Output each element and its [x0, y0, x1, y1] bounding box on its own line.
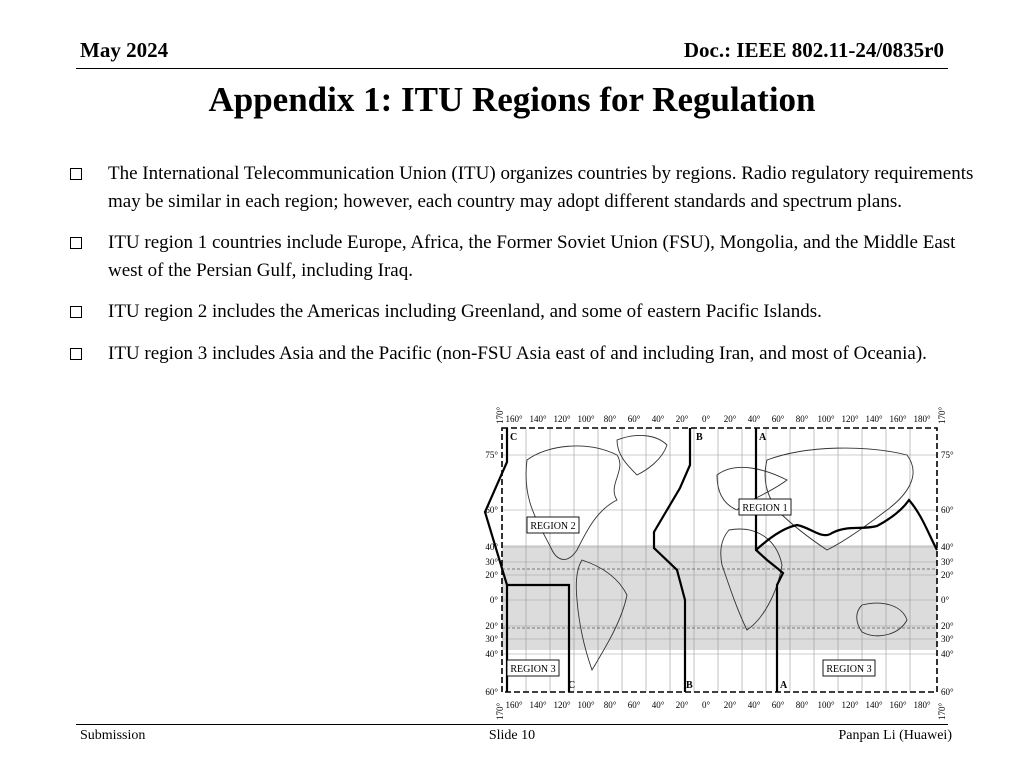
left-latitude-label: 20° — [485, 621, 498, 631]
top-longitude-label: 180° — [913, 414, 931, 424]
top-longitude-label: 120° — [841, 414, 859, 424]
corner-label-top-left: 170° — [495, 406, 505, 424]
letter-a-bottom: A — [780, 680, 788, 691]
bottom-longitude-label: 180° — [913, 700, 931, 710]
letter-c-top: C — [510, 432, 518, 443]
right-latitude-label: 40° — [941, 542, 954, 552]
top-longitude-label: 80° — [603, 414, 617, 424]
top-longitude-label: 160° — [505, 414, 523, 424]
top-longitude-label: 100° — [817, 414, 835, 424]
checkbox-bullet-icon — [70, 237, 82, 249]
checkbox-bullet-icon — [70, 348, 82, 360]
bottom-longitude-label: 60° — [627, 700, 641, 710]
region-3-right-label: REGION 3 — [826, 664, 872, 675]
bullet-item — [70, 229, 975, 284]
bullet-list — [70, 160, 975, 381]
bottom-longitude-label: 120° — [841, 700, 859, 710]
top-longitude-label: 20° — [675, 414, 689, 424]
footer-submission: Submission — [80, 728, 146, 743]
left-latitude-label: 30° — [485, 634, 498, 644]
right-latitude-label: 60° — [941, 687, 954, 697]
right-latitude-label: 20° — [941, 570, 954, 580]
right-latitude-label: 40° — [941, 649, 954, 659]
right-latitude-label: 60° — [941, 505, 954, 515]
bullet-text: ITU region 2 includes the Americas including Greenland, and some of eastern Pacific Islands. — [108, 301, 822, 322]
top-longitude-label: 120° — [553, 414, 571, 424]
letter-b-top: B — [696, 432, 703, 443]
bottom-longitude-label: 100° — [817, 700, 835, 710]
letter-c-bottom: C — [568, 680, 576, 691]
right-latitude-label: 30° — [941, 557, 954, 567]
region-3-left-label: REGION 3 — [510, 664, 556, 675]
bottom-longitude-label: 140° — [865, 700, 883, 710]
bottom-longitude-label: 160° — [505, 700, 523, 710]
letter-b-bottom: B — [686, 680, 693, 691]
header-rule — [76, 68, 948, 69]
corner-label-bottom-left: 170° — [495, 702, 505, 720]
left-latitude-label: 0° — [489, 595, 498, 605]
top-longitude-label: 100° — [577, 414, 595, 424]
right-latitude-label: 30° — [941, 634, 954, 644]
bottom-longitude-label: 40° — [651, 700, 665, 710]
bottom-longitude-label: 80° — [603, 700, 617, 710]
bullet-item — [70, 298, 975, 326]
bottom-longitude-label: 20° — [675, 700, 689, 710]
itu-regions-map — [467, 400, 960, 722]
letter-a-top: A — [759, 432, 767, 443]
footer-author: Panpan Li (Huawei) — [838, 728, 952, 743]
checkbox-bullet-icon — [70, 306, 82, 318]
bullet-item — [70, 160, 975, 215]
bottom-longitude-label: 60° — [771, 700, 785, 710]
slide-title: Appendix 1: ITU Regions for Regulation — [208, 80, 816, 119]
top-longitude-label: 0° — [701, 414, 711, 424]
bullet-item — [70, 340, 930, 368]
right-latitude-label: 0° — [941, 595, 950, 605]
checkbox-bullet-icon — [70, 168, 82, 180]
left-latitude-label: 60° — [485, 505, 498, 515]
right-latitude-label: 75° — [941, 450, 954, 460]
bottom-longitude-label: 140° — [529, 700, 547, 710]
top-longitude-label: 140° — [529, 414, 547, 424]
bottom-longitude-label: 20° — [723, 700, 737, 710]
bottom-longitude-label: 100° — [577, 700, 595, 710]
top-longitude-label: 80° — [795, 414, 809, 424]
header-date: May 2024 — [80, 38, 169, 62]
bottom-longitude-label: 40° — [747, 700, 761, 710]
region-1-label: REGION 1 — [742, 503, 788, 514]
top-longitude-label: 60° — [771, 414, 785, 424]
left-latitude-label: 75° — [485, 450, 498, 460]
bottom-longitude-label: 0° — [701, 700, 711, 710]
left-latitude-label: 40° — [485, 542, 498, 552]
footer-rule — [76, 724, 948, 725]
top-longitude-label: 160° — [889, 414, 907, 424]
left-latitude-label: 20° — [485, 570, 498, 580]
tropics-band — [502, 545, 937, 650]
bullet-text: The International Telecommunication Union (ITU) organizes countries by regions. Radio regulatory requirements may be similar in each region; however, each country may adopt different standards and spectrum plans. — [108, 163, 974, 212]
corner-label-top-right: 170° — [937, 406, 947, 424]
bottom-longitude-label: 160° — [889, 700, 907, 710]
left-latitude-label: 60° — [485, 687, 498, 697]
region-2-label: REGION 2 — [530, 521, 576, 532]
corner-label-bottom-right: 170° — [937, 702, 947, 720]
left-latitude-label: 30° — [485, 557, 498, 567]
right-latitude-label: 20° — [941, 621, 954, 631]
bullet-text: ITU region 1 countries include Europe, Africa, the Former Soviet Union (FSU), Mongolia, and the Middle East west of the Persian Gulf, including Iraq. — [108, 232, 956, 281]
bullet-text: ITU region 3 includes Asia and the Pacific (non-FSU Asia east of and including Iran, and most of Oceania). — [108, 342, 927, 364]
header-doc-id: Doc.: IEEE 802.11-24/0835r0 — [683, 38, 944, 62]
top-longitude-label: 40° — [747, 414, 761, 424]
bottom-longitude-label: 120° — [553, 700, 571, 710]
top-longitude-label: 60° — [627, 414, 641, 424]
top-longitude-label: 20° — [723, 414, 737, 424]
bottom-longitude-label: 80° — [795, 700, 809, 710]
footer-slide-number: Slide 10 — [488, 728, 536, 743]
top-longitude-label: 140° — [865, 414, 883, 424]
top-longitude-label: 40° — [651, 414, 665, 424]
left-latitude-label: 40° — [485, 649, 498, 659]
